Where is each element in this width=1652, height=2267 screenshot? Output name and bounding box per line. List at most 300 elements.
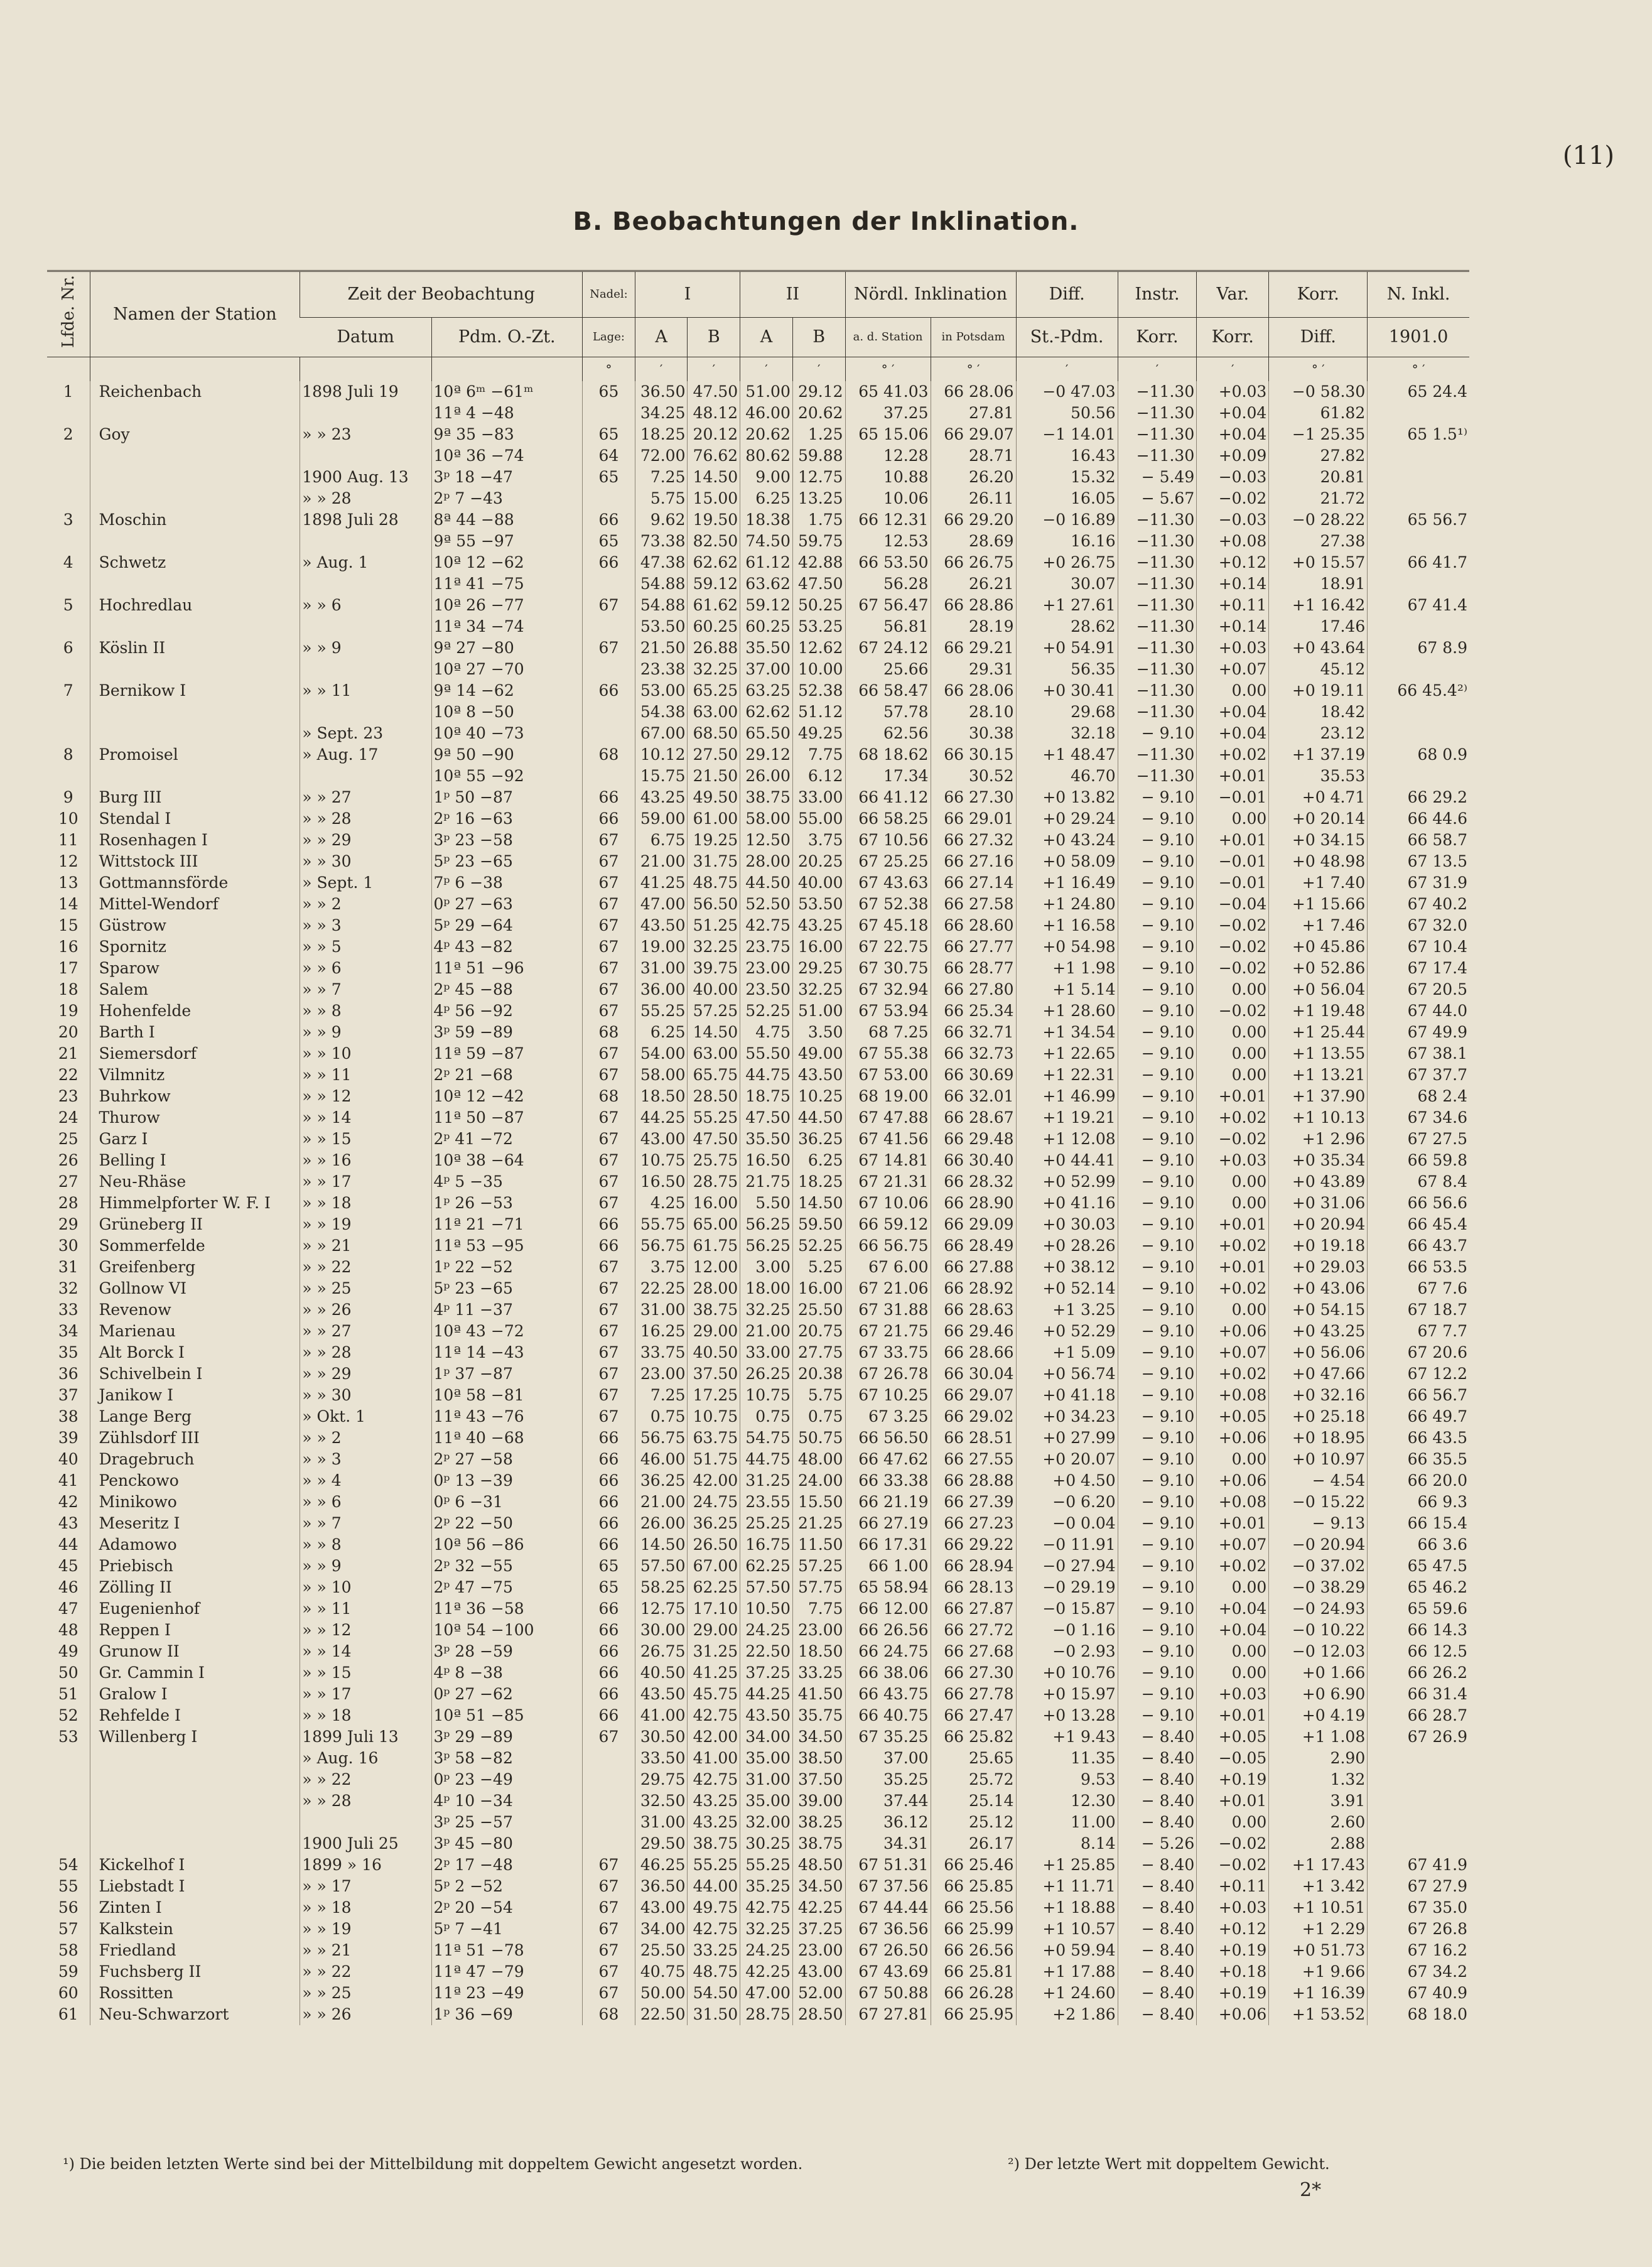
- col-instrkorr: Korr.: [1118, 318, 1197, 357]
- date-cell: » Sept. 23: [300, 723, 431, 744]
- korr-diff-cell: +0 6.90: [1269, 1684, 1368, 1705]
- time-cell: 0ᵖ 23 −49: [431, 1769, 583, 1790]
- table-row: [47, 573, 1469, 595]
- needle-deg-cell: 66: [583, 680, 635, 701]
- II-B-cell: 43.00: [792, 1961, 845, 1983]
- II-A-cell: 60.25: [740, 616, 793, 637]
- time-cell: 10ª 58 −81: [431, 1385, 583, 1406]
- n-inkl-cell: 67 35.0: [1368, 1897, 1469, 1918]
- var-korr-cell: 0.00: [1197, 1043, 1269, 1064]
- station-name-cell: Burg III: [90, 787, 300, 808]
- n-inkl-cell: 67 41.4: [1368, 595, 1469, 616]
- row-nr-cell: 18: [58, 980, 78, 998]
- table-row: [47, 1043, 1469, 1064]
- time-cell: 11ª 47 −79: [431, 1961, 583, 1983]
- date-cell: » » 18: [300, 1705, 431, 1726]
- time-cell: 11ª 41 −75: [431, 573, 583, 595]
- incl-station-cell: 12.28: [845, 445, 931, 467]
- incl-potsdam-cell: 26.20: [931, 467, 1016, 488]
- I-B-cell: 10.75: [688, 1406, 740, 1427]
- var-korr-cell: +0.08: [1197, 531, 1269, 552]
- diff-st-pdm-cell: −0 15.87: [1016, 1598, 1118, 1620]
- II-A-cell: 56.25: [740, 1235, 793, 1257]
- I-A-cell: 14.50: [635, 1534, 688, 1556]
- incl-potsdam-cell: 66 29.21: [931, 637, 1016, 659]
- date-cell: » » 12: [300, 1620, 431, 1641]
- I-A-cell: 53.00: [635, 680, 688, 701]
- col-stpdm: St.-Pdm.: [1016, 318, 1118, 357]
- diff-st-pdm-cell: +2 1.86: [1016, 2004, 1118, 2025]
- II-A-cell: 24.25: [740, 1940, 793, 1961]
- var-korr-cell: −0.05: [1197, 1748, 1269, 1769]
- I-B-cell: 54.50: [688, 1983, 740, 2004]
- needle-deg-cell: 66: [583, 1449, 635, 1470]
- time-cell: 1ᵖ 36 −69: [431, 2004, 583, 2025]
- incl-potsdam-cell: 26.11: [931, 488, 1016, 509]
- unit-symbol: ′: [688, 357, 740, 382]
- instr-korr-cell: − 9.10: [1118, 915, 1197, 936]
- II-B-cell: 36.25: [792, 1128, 845, 1150]
- I-B-cell: 51.25: [688, 915, 740, 936]
- station-name-cell: Güstrow: [90, 915, 300, 936]
- var-korr-cell: +0.01: [1197, 1705, 1269, 1726]
- incl-station-cell: 35.25: [845, 1769, 931, 1790]
- station-name-cell: Schivelbein I: [90, 1363, 300, 1385]
- time-cell: 4ᵖ 43 −82: [431, 936, 583, 958]
- II-B-cell: 1.25: [792, 424, 845, 445]
- diff-st-pdm-cell: +0 15.97: [1016, 1684, 1118, 1705]
- korr-diff-cell: 17.46: [1269, 616, 1368, 637]
- var-korr-cell: −0.01: [1197, 851, 1269, 872]
- table-row: [47, 787, 1469, 808]
- n-inkl-cell: 66 28.7: [1368, 1705, 1469, 1726]
- II-B-cell: 34.50: [792, 1726, 845, 1748]
- var-korr-cell: +0.09: [1197, 445, 1269, 467]
- time-cell: 9ª 35 −83: [431, 424, 583, 445]
- incl-station-cell: 66 12.31: [845, 509, 931, 531]
- var-korr-cell: −0.02: [1197, 488, 1269, 509]
- n-inkl-cell: 67 16.2: [1368, 1940, 1469, 1961]
- row-nr-cell: 3: [63, 511, 73, 529]
- korr-diff-cell: 20.81: [1269, 467, 1368, 488]
- II-B-cell: 15.50: [792, 1491, 845, 1513]
- instr-korr-cell: − 9.10: [1118, 1128, 1197, 1150]
- table-row: [47, 1854, 1469, 1876]
- col-datum: Datum: [300, 318, 431, 357]
- I-B-cell: 48.75: [688, 872, 740, 894]
- row-nr-cell: 37: [58, 1386, 78, 1404]
- korr-diff-cell: +0 43.06: [1269, 1278, 1368, 1299]
- table-row: [47, 851, 1469, 872]
- I-B-cell: 40.00: [688, 979, 740, 1000]
- time-cell: 1ᵖ 26 −53: [431, 1193, 583, 1214]
- I-B-cell: 38.75: [688, 1299, 740, 1321]
- table-row: [47, 1299, 1469, 1321]
- table-row: [47, 467, 1469, 488]
- n-inkl-cell: 67 40.2: [1368, 894, 1469, 915]
- diff-st-pdm-cell: 11.00: [1016, 1812, 1118, 1833]
- table-row: [47, 1726, 1469, 1748]
- col-korrdiff: Diff.: [1269, 318, 1368, 357]
- table-row: [47, 1961, 1469, 1983]
- row-nr-cell: 6: [63, 639, 73, 657]
- incl-potsdam-cell: 66 27.72: [931, 1620, 1016, 1641]
- II-A-cell: 47.50: [740, 1107, 793, 1128]
- table-row: [47, 1342, 1469, 1363]
- table-row: [47, 1193, 1469, 1214]
- col-potsdam: in Potsdam: [931, 318, 1016, 357]
- n-inkl-cell: 66 41.7: [1368, 552, 1469, 573]
- incl-station-cell: 66 53.50: [845, 552, 931, 573]
- time-cell: 11ª 23 −49: [431, 1983, 583, 2004]
- col-nr: Lfde. Nr.: [47, 271, 90, 357]
- diff-st-pdm-cell: +0 38.12: [1016, 1257, 1118, 1278]
- time-cell: 11ª 53 −95: [431, 1235, 583, 1257]
- table-row: [47, 1748, 1469, 1769]
- date-cell: » » 28: [300, 808, 431, 830]
- I-B-cell: 65.25: [688, 680, 740, 701]
- korr-diff-cell: +1 25.44: [1269, 1022, 1368, 1043]
- date-cell: » » 9: [300, 1556, 431, 1577]
- diff-st-pdm-cell: 8.14: [1016, 1833, 1118, 1854]
- n-inkl-cell: 67 26.9: [1368, 1726, 1469, 1748]
- I-B-cell: 31.25: [688, 1641, 740, 1662]
- date-cell: » » 14: [300, 1107, 431, 1128]
- I-B-cell: 14.50: [688, 467, 740, 488]
- var-korr-cell: +0.02: [1197, 1278, 1269, 1299]
- station-name-cell: [90, 723, 300, 744]
- II-A-cell: 9.00: [740, 467, 793, 488]
- var-korr-cell: +0.04: [1197, 1598, 1269, 1620]
- I-A-cell: 18.25: [635, 424, 688, 445]
- n-inkl-cell: [1368, 467, 1469, 488]
- n-inkl-cell: 66 53.5: [1368, 1257, 1469, 1278]
- date-cell: » » 21: [300, 1940, 431, 1961]
- needle-deg-cell: [583, 723, 635, 744]
- time-cell: 4ᵖ 56 −92: [431, 1000, 583, 1022]
- incl-potsdam-cell: 66 27.47: [931, 1705, 1016, 1726]
- date-cell: » » 28: [300, 1342, 431, 1363]
- II-B-cell: 7.75: [792, 744, 845, 766]
- date-cell: » » 30: [300, 851, 431, 872]
- var-korr-cell: −0.02: [1197, 1854, 1269, 1876]
- station-name-cell: Salem: [90, 979, 300, 1000]
- I-A-cell: 67.00: [635, 723, 688, 744]
- I-B-cell: 40.50: [688, 1342, 740, 1363]
- date-cell: » » 28: [300, 1790, 431, 1812]
- I-A-cell: 59.00: [635, 808, 688, 830]
- korr-diff-cell: 61.82: [1269, 403, 1368, 424]
- II-B-cell: 29.12: [792, 381, 845, 403]
- incl-station-cell: 67 10.25: [845, 1385, 931, 1406]
- needle-deg-cell: 66: [583, 1214, 635, 1235]
- date-cell: » Aug. 1: [300, 552, 431, 573]
- instr-korr-cell: − 8.40: [1118, 1854, 1197, 1876]
- instr-korr-cell: − 8.40: [1118, 1897, 1197, 1918]
- korr-diff-cell: +0 20.94: [1269, 1214, 1368, 1235]
- I-A-cell: 4.25: [635, 1193, 688, 1214]
- incl-potsdam-cell: 66 32.01: [931, 1086, 1016, 1107]
- II-A-cell: 42.75: [740, 1897, 793, 1918]
- II-B-cell: 1.75: [792, 509, 845, 531]
- instr-korr-cell: − 5.49: [1118, 467, 1197, 488]
- I-B-cell: 44.00: [688, 1876, 740, 1897]
- col-I: I: [635, 271, 740, 318]
- I-A-cell: 29.50: [635, 1833, 688, 1854]
- needle-deg-cell: 67: [583, 915, 635, 936]
- instr-korr-cell: −11.30: [1118, 680, 1197, 701]
- incl-station-cell: 67 25.25: [845, 851, 931, 872]
- time-cell: 0ᵖ 13 −39: [431, 1470, 583, 1491]
- II-A-cell: 35.50: [740, 1128, 793, 1150]
- table-row: [47, 1128, 1469, 1150]
- table-row: [47, 1940, 1469, 1961]
- date-cell: » Sept. 1: [300, 872, 431, 894]
- diff-st-pdm-cell: 9.53: [1016, 1769, 1118, 1790]
- time-cell: 11ª 14 −43: [431, 1342, 583, 1363]
- time-cell: 2ᵖ 22 −50: [431, 1513, 583, 1534]
- incl-potsdam-cell: 66 28.13: [931, 1577, 1016, 1598]
- I-B-cell: 65.75: [688, 1064, 740, 1086]
- II-B-cell: 52.00: [792, 1983, 845, 2004]
- date-cell: » » 12: [300, 1086, 431, 1107]
- instr-korr-cell: − 9.10: [1118, 723, 1197, 744]
- instr-korr-cell: − 9.10: [1118, 1662, 1197, 1684]
- incl-potsdam-cell: 66 27.68: [931, 1641, 1016, 1662]
- incl-potsdam-cell: 66 25.81: [931, 1961, 1016, 1983]
- date-cell: » Okt. 1: [300, 1406, 431, 1427]
- n-inkl-cell: 66 29.2: [1368, 787, 1469, 808]
- station-name-cell: Wittstock III: [90, 851, 300, 872]
- date-cell: » » 6: [300, 958, 431, 979]
- II-B-cell: 14.50: [792, 1193, 845, 1214]
- date-cell: 1900 Aug. 13: [300, 467, 431, 488]
- needle-deg-cell: 67: [583, 1171, 635, 1193]
- date-cell: 1898 Juli 19: [300, 381, 431, 403]
- footnotes: [63, 2155, 1570, 2173]
- col-varkorr: Korr.: [1197, 318, 1269, 357]
- diff-st-pdm-cell: −0 47.03: [1016, 381, 1118, 403]
- row-nr-cell: 36: [58, 1365, 78, 1383]
- incl-potsdam-cell: 66 28.88: [931, 1470, 1016, 1491]
- station-name-cell: [90, 467, 300, 488]
- incl-potsdam-cell: 66 28.66: [931, 1342, 1016, 1363]
- II-B-cell: 20.38: [792, 1363, 845, 1385]
- n-inkl-cell: [1368, 1790, 1469, 1812]
- incl-potsdam-cell: 66 27.32: [931, 830, 1016, 851]
- time-cell: 11ª 51 −96: [431, 958, 583, 979]
- n-inkl-cell: [1368, 403, 1469, 424]
- instr-korr-cell: − 9.10: [1118, 979, 1197, 1000]
- table-row: [47, 1556, 1469, 1577]
- II-A-cell: 28.75: [740, 2004, 793, 2025]
- row-nr-cell: 24: [58, 1108, 78, 1127]
- needle-deg-cell: 65: [583, 381, 635, 403]
- row-nr-cell: 10: [58, 809, 78, 828]
- incl-potsdam-cell: 66 32.71: [931, 1022, 1016, 1043]
- table-row: [47, 595, 1469, 616]
- station-name-cell: Kalkstein: [90, 1918, 300, 1940]
- n-inkl-cell: 67 7.6: [1368, 1278, 1469, 1299]
- var-korr-cell: +0.12: [1197, 1918, 1269, 1940]
- station-name-cell: Vilmnitz: [90, 1064, 300, 1086]
- row-nr-cell: 16: [58, 938, 78, 956]
- incl-station-cell: 66 47.62: [845, 1449, 931, 1470]
- col-var: Var.: [1197, 271, 1269, 318]
- instr-korr-cell: − 9.10: [1118, 1064, 1197, 1086]
- incl-station-cell: 25.66: [845, 659, 931, 680]
- needle-deg-cell: 66: [583, 1534, 635, 1556]
- diff-st-pdm-cell: −0 2.93: [1016, 1641, 1118, 1662]
- row-nr-cell: 33: [58, 1301, 78, 1319]
- I-B-cell: 37.50: [688, 1363, 740, 1385]
- incl-potsdam-cell: 66 28.06: [931, 381, 1016, 403]
- I-A-cell: 47.00: [635, 894, 688, 915]
- diff-st-pdm-cell: −0 11.91: [1016, 1534, 1118, 1556]
- instr-korr-cell: −11.30: [1118, 637, 1197, 659]
- diff-st-pdm-cell: +1 11.71: [1016, 1876, 1118, 1897]
- incl-potsdam-cell: 66 29.46: [931, 1321, 1016, 1342]
- II-B-cell: 49.25: [792, 723, 845, 744]
- diff-st-pdm-cell: 30.07: [1016, 573, 1118, 595]
- instr-korr-cell: −11.30: [1118, 509, 1197, 531]
- diff-st-pdm-cell: +1 22.65: [1016, 1043, 1118, 1064]
- col-diff: Diff.: [1016, 271, 1118, 318]
- diff-st-pdm-cell: +1 9.43: [1016, 1726, 1118, 1748]
- n-inkl-cell: 66 14.3: [1368, 1620, 1469, 1641]
- II-A-cell: 24.25: [740, 1620, 793, 1641]
- korr-diff-cell: +0 20.14: [1269, 808, 1368, 830]
- needle-deg-cell: 66: [583, 1235, 635, 1257]
- incl-station-cell: 66 56.75: [845, 1235, 931, 1257]
- II-B-cell: 48.00: [792, 1449, 845, 1470]
- date-cell: » » 26: [300, 2004, 431, 2025]
- II-A-cell: 20.62: [740, 424, 793, 445]
- n-inkl-cell: 65 59.6: [1368, 1598, 1469, 1620]
- row-nr-cell: 7: [63, 681, 73, 700]
- II-A-cell: 42.25: [740, 1961, 793, 1983]
- diff-st-pdm-cell: +0 30.41: [1016, 680, 1118, 701]
- var-korr-cell: +0.01: [1197, 766, 1269, 787]
- n-inkl-cell: 66 44.6: [1368, 808, 1469, 830]
- var-korr-cell: +0.01: [1197, 1214, 1269, 1235]
- needle-deg-cell: 67: [583, 936, 635, 958]
- n-inkl-cell: 65 46.2: [1368, 1577, 1469, 1598]
- korr-diff-cell: +0 19.18: [1269, 1235, 1368, 1257]
- II-A-cell: 0.75: [740, 1406, 793, 1427]
- station-name-cell: [90, 1769, 300, 1790]
- date-cell: [300, 616, 431, 637]
- II-A-cell: 63.25: [740, 680, 793, 701]
- incl-station-cell: 65 58.94: [845, 1577, 931, 1598]
- n-inkl-cell: 67 44.0: [1368, 1000, 1469, 1022]
- table-row: [47, 1427, 1469, 1449]
- II-B-cell: 59.75: [792, 531, 845, 552]
- table-row: [47, 1705, 1469, 1726]
- diff-st-pdm-cell: +1 16.58: [1016, 915, 1118, 936]
- row-nr-cell: 47: [58, 1599, 78, 1618]
- table-row: [47, 1406, 1469, 1427]
- korr-diff-cell: −0 58.30: [1269, 381, 1368, 403]
- date-cell: 1898 Juli 28: [300, 509, 431, 531]
- I-A-cell: 33.50: [635, 1748, 688, 1769]
- I-A-cell: 6.25: [635, 1022, 688, 1043]
- I-A-cell: 55.75: [635, 1214, 688, 1235]
- incl-station-cell: 65 15.06: [845, 424, 931, 445]
- n-inkl-cell: 66 3.6: [1368, 1534, 1469, 1556]
- date-cell: » » 15: [300, 1662, 431, 1684]
- date-cell: » » 2: [300, 894, 431, 915]
- incl-potsdam-cell: 66 30.15: [931, 744, 1016, 766]
- I-B-cell: 65.00: [688, 1214, 740, 1235]
- I-A-cell: 43.50: [635, 1684, 688, 1705]
- incl-station-cell: 68 19.00: [845, 1086, 931, 1107]
- II-A-cell: 62.62: [740, 701, 793, 723]
- II-A-cell: 26.00: [740, 766, 793, 787]
- instr-korr-cell: − 9.10: [1118, 1150, 1197, 1171]
- korr-diff-cell: −0 20.94: [1269, 1534, 1368, 1556]
- row-nr-cell: 14: [58, 895, 78, 913]
- row-nr-cell: 27: [58, 1172, 78, 1191]
- II-B-cell: 51.12: [792, 701, 845, 723]
- I-A-cell: 0.75: [635, 1406, 688, 1427]
- row-nr-cell: 38: [58, 1407, 78, 1426]
- I-A-cell: 34.00: [635, 1918, 688, 1940]
- station-name-cell: Barth I: [90, 1022, 300, 1043]
- korr-diff-cell: 3.91: [1269, 1790, 1368, 1812]
- II-B-cell: 24.00: [792, 1470, 845, 1491]
- station-name-cell: Rosenhagen I: [90, 830, 300, 851]
- row-nr-cell: [47, 723, 90, 744]
- needle-deg-cell: 67: [583, 1107, 635, 1128]
- I-B-cell: 49.50: [688, 787, 740, 808]
- table-row: [47, 1983, 1469, 2004]
- station-name-cell: Goy: [90, 424, 300, 445]
- incl-station-cell: 67 21.06: [845, 1278, 931, 1299]
- instr-korr-cell: −11.30: [1118, 424, 1197, 445]
- time-cell: 3ᵖ 45 −80: [431, 1833, 583, 1854]
- instr-korr-cell: − 9.10: [1118, 872, 1197, 894]
- table-row: [47, 1812, 1469, 1833]
- diff-st-pdm-cell: +0 56.74: [1016, 1363, 1118, 1385]
- incl-station-cell: 66 58.25: [845, 808, 931, 830]
- I-A-cell: 9.62: [635, 509, 688, 531]
- needle-deg-cell: 67: [583, 1193, 635, 1214]
- var-korr-cell: +0.03: [1197, 381, 1269, 403]
- I-B-cell: 57.25: [688, 1000, 740, 1022]
- date-cell: » » 19: [300, 1918, 431, 1940]
- korr-diff-cell: +1 13.55: [1269, 1043, 1368, 1064]
- row-nr-cell: 53: [58, 1728, 78, 1746]
- table-row: [47, 936, 1469, 958]
- II-B-cell: 20.25: [792, 851, 845, 872]
- date-cell: » » 29: [300, 1363, 431, 1385]
- station-name-cell: Gralow I: [90, 1684, 300, 1705]
- n-inkl-cell: 66 26.2: [1368, 1662, 1469, 1684]
- needle-deg-cell: 67: [583, 1897, 635, 1918]
- incl-station-cell: 66 59.12: [845, 1214, 931, 1235]
- II-A-cell: 6.25: [740, 488, 793, 509]
- II-B-cell: 29.25: [792, 958, 845, 979]
- II-B-cell: 52.38: [792, 680, 845, 701]
- table-row: [47, 1214, 1469, 1235]
- II-A-cell: 42.75: [740, 915, 793, 936]
- incl-potsdam-cell: 28.10: [931, 701, 1016, 723]
- var-korr-cell: −0.03: [1197, 467, 1269, 488]
- II-A-cell: 35.00: [740, 1748, 793, 1769]
- station-name-cell: Zölling II: [90, 1577, 300, 1598]
- incl-potsdam-cell: 66 25.46: [931, 1854, 1016, 1876]
